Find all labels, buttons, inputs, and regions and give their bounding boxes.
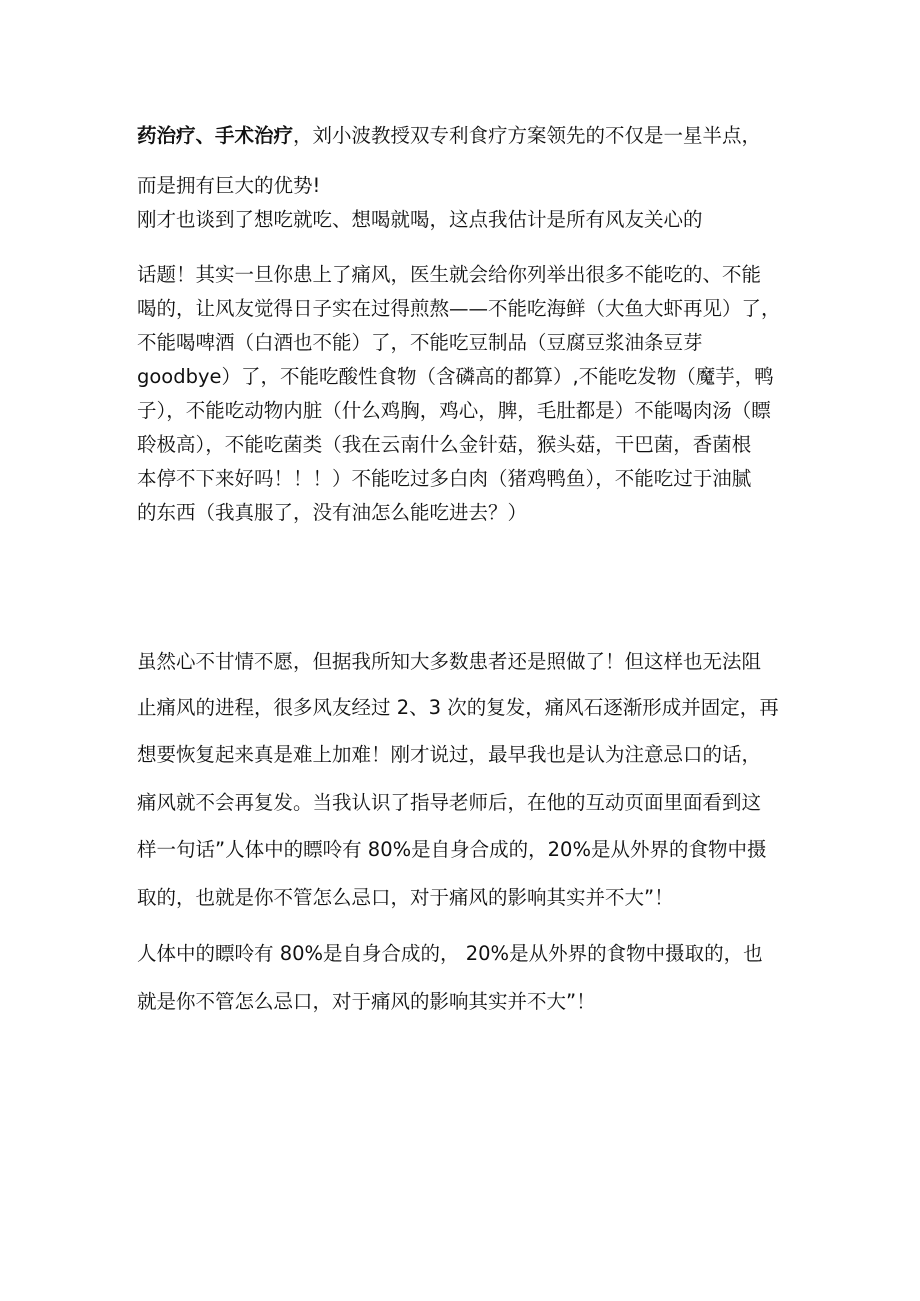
paragraph-1-line-2: 而是拥有巨大的优势! bbox=[137, 174, 321, 197]
paragraph-1-line-1 bbox=[137, 124, 797, 148]
paragraph-1-line-1-rest: ，刘小波教授双专利食疗方案领先的不仅是一星半点， bbox=[293, 124, 762, 147]
paragraph-4-line-2: 就是你不管怎么忌口，对于痛风的影响其实并不大”！ bbox=[137, 990, 596, 1013]
paragraph-2-line-2: 喝的，让风友觉得日子实在过得煎熬——不能吃海鲜（大鱼大虾再见）了， bbox=[137, 297, 781, 320]
paragraph-3-line-4: 痛风就不会再复发。当我认识了指导老师后，在他的互动页面里面看到这 bbox=[137, 791, 762, 814]
paragraph-2-line-1: 话题！其实一旦你患上了痛风，医生就会给你列举出很多不能吃的、不能 bbox=[137, 263, 762, 286]
paragraph-2-line-5: 子），不能吃动物内脏（什么鸡胸，鸡心，脾，毛肚都是）不能喝肉汤（瞟 bbox=[137, 399, 771, 422]
paragraph-3-line-6: 取的，也就是你不管怎么忌口，对于痛风的影响其实并不大”！ bbox=[137, 886, 674, 909]
paragraph-2-line-4: goodbye）了，不能吃酸性食物（含磷高的都算）,不能吃发物（魔芋，鸭 bbox=[137, 365, 774, 388]
paragraph-4-line-1: 人体中的瞟呤有 80%是自身合成的， 20%是从外界的食物中摄取的，也 bbox=[137, 942, 763, 965]
paragraph-2-line-7: 本停不下来好吗！！！）不能吃过多白肉（猪鸡鸭鱼），不能吃过于油腻 bbox=[137, 467, 752, 490]
paragraph-2-line-3: 不能喝啤酒（白酒也不能）了，不能吃豆制品（豆腐豆浆油条豆芽 bbox=[137, 331, 703, 354]
paragraph-3-line-1: 虽然心不甘情不愿，但据我所知大多数患者还是照做了！但这样也无法阻 bbox=[137, 650, 762, 673]
paragraph-2-line-8: 的东西（我真服了，没有油怎么能吃进去？） bbox=[137, 501, 528, 524]
bold-lead-text: 药治疗、手术治疗 bbox=[137, 124, 294, 147]
paragraph-3-line-5: 样一句话”人体中的瞟呤有 80%是自身合成的，20%是从外界的食物中摄 bbox=[137, 838, 767, 861]
paragraph-3-line-3: 想要恢复起来真是难上加难！刚才说过，最早我也是认为注意忌口的话， bbox=[137, 743, 762, 766]
paragraph-3-line-2: 止痛风的进程，很多风友经过 2、3 次的复发，痛风石逐渐形成并固定，再 bbox=[137, 696, 779, 719]
paragraph-1-line-3: 刚才也谈到了想吃就吃、想喝就喝，这点我估计是所有风友关心的 bbox=[137, 208, 703, 231]
paragraph-2-line-6: 聆极高），不能吃菌类（我在云南什么金针菇，猴头菇，干巴菌，香菌根 bbox=[137, 433, 752, 456]
